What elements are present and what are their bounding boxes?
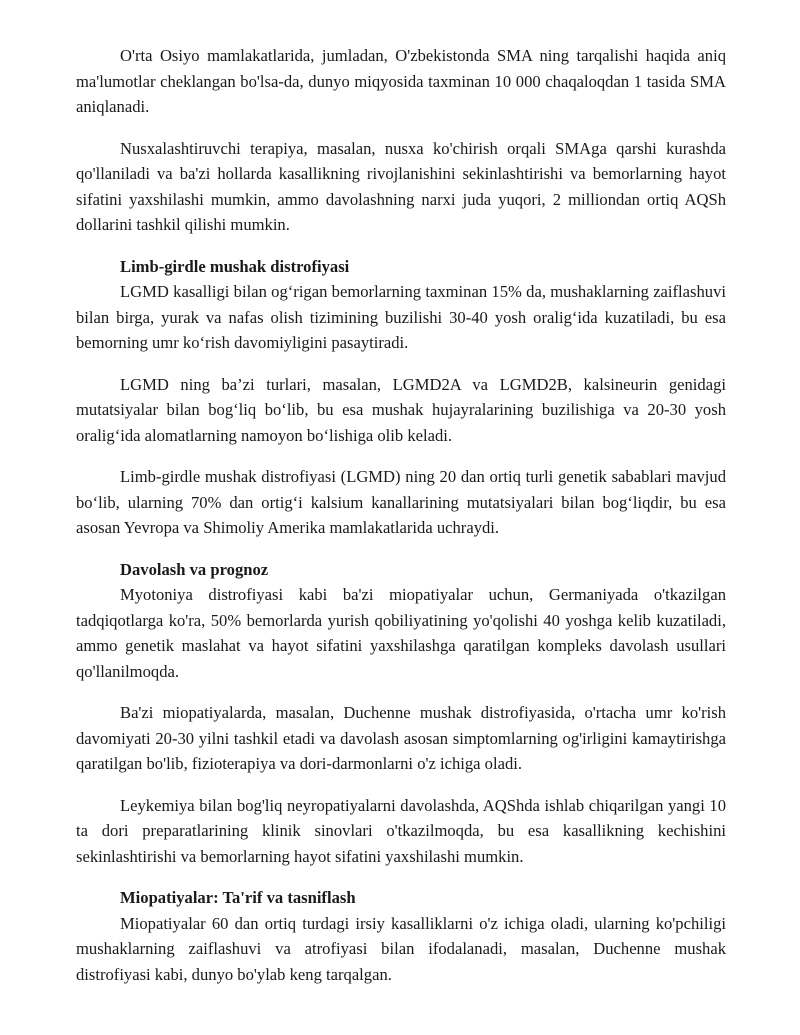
paragraph-lgmd-1: LGMD kasalligi bilan og‘rigan bemorlarning taxminan 15% da, mushaklarning zaiflashuvi bilan birga, yurak va nafas olish tizimining buzilishi 30-40 yosh oralig‘ida kuzatiladi, bu esa bemorning umr ko‘rish davomiyligini pasaytiradi. — [76, 282, 726, 352]
paragraph-myopathies-1: Miopatiyalar 60 dan ortiq turdagi irsiy kasalliklarni o'z ichiga oladi, ularning ko'pchiligi mushaklarning zaiflashuvi va atrofiyasi bilan ifodalanadi, masalan, Duchenne mushak distrofiyasi kabi, dunyo bo'ylab keng tarqalgan. — [76, 913, 726, 984]
paragraph-treatment-1: Myotoniya distrofiyasi kabi ba'zi miopatiyalar uchun, Germaniyada o'tkazilgan tadqiqotlarga ko'ra, 50% bemorlarda yurish qobiliyatining yo'qolishi 40 yoshga kelib kuzatiladi, ammo genetik maslahat va hayot sifatini yaxshilashga qaratilgan kompleks davolash usullari qo'llanilmoqda. — [76, 585, 726, 681]
paragraph-treatment-2: Ba'zi miopatiyalarda, masalan, Duchenne mushak distrofiyasida, o'rtacha umr ko'rish davomiyati 20-30 yilni tashkil etadi va davolash asosan simptomlarning og'irligini kamaytirishga qaratilgan bo'lib, fizioterapiya va dori-darmonlarni o'z ichiga oladi. — [76, 703, 726, 773]
section-heading-myopathies: Miopatiyalar: Ta'rif va tasniflash — [120, 888, 356, 907]
paragraph-lgmd-2: LGMD ning ba’zi turlari, masalan, LGMD2A va LGMD2B, kalsineurin genidagi mutatsiyalar bilan bog‘liq bo‘lib, bu esa mushak hujayralarining buzilishiga va 20-30 yosh oralig‘ida alomatlarning namoyon bo‘lishiga olib keladi. — [76, 374, 726, 445]
paragraph-treatment-3: Leykemiya bilan bog'liq neyropatiyalarni davolashda, AQShda ishlab chiqarilgan yangi 10 ta dori preparatlarining klinik sinovlari o'tkazilmoqda, bu esa kasallikning kechishini sekinlashtirishi va bemorlarning hayot sifatini yaxshilashi mumkin. — [76, 795, 726, 866]
paragraph-sma-therapy: Nusxalashtiruvchi terapiya, masalan, nusxa ko'chirish orqali SMAga qarshi kurashda qo'llaniladi va ba'zi hollarda kasallikning rivojlanishini sekinlashtirishi va bemorlarning hayot sifatini yaxshilashi mumkin, ammo davolashning narxi juda yuqori, 2 milliondan ortiq AQSh dollarini tashkil qilishi mumkin. — [76, 138, 726, 234]
document-page — [76, 43, 726, 1003]
section-heading-lgmd: Limb-girdle mushak distrofiyasi — [120, 256, 350, 276]
paragraph-sma-prevalence: O'rta Osiyo mamlakatlarida, jumladan, O'zbekistonda SMA ning tarqalishi haqida aniq ma'lumotlar cheklangan bo'lsa-da, dunyo miqyosida taxminan 10 000 chaqaloqdan 1 tasida SMA aniqlanadi. — [76, 46, 726, 116]
paragraph-lgmd-3: Limb-girdle mushak distrofiyasi (LGMD) ning 20 dan ortiq turli genetik sabablari mavjud bo‘lib, ularning 70% dan ortig‘i kalsium kanallarining mutatsiyalari bilan bog‘liqdir, bu esa asosan Yevropa va Shimoliy Amerika mamlakatlarida uchraydi. — [76, 467, 726, 537]
section-heading-treatment: Davolash va prognoz — [120, 559, 269, 579]
